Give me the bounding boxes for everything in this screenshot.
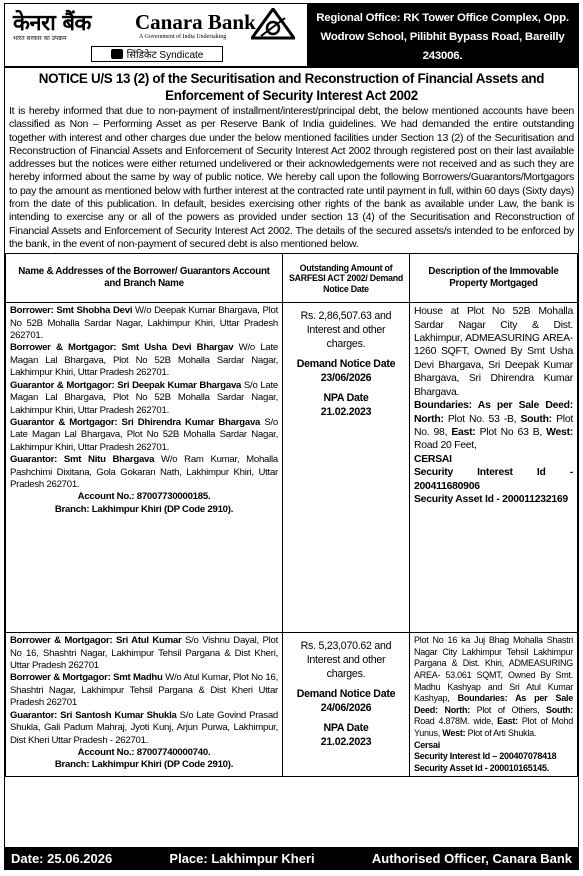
- syndicate-badge: [91, 46, 223, 62]
- party-entry: Guarantor: Smt Nitu Bhargava W/o Ram Kumar, Mohalla Pashchimi Dixitana, Gola Gokaran Nath, Lakhimpur Khiri, Uttar Pradesh 262701.: [10, 454, 278, 490]
- party-entry: Guarantor & Mortgagor: Sri Dhirendra Kumar Bhargava S/o Late Magan Lal Bhargava, Plot No 52B Mohalla Sardar Nagar, Lakhimpur Khiri, Uttar Pradesh 262701.: [10, 416, 278, 453]
- footer-officer: Authorised Officer, Canara Bank: [371, 850, 572, 866]
- syndicate-icon: [111, 49, 123, 59]
- boundaries-label: Boundaries: As per Sale Deed:: [414, 693, 573, 715]
- borrowers-cell: [6, 633, 283, 777]
- npa-date: 21.02.2023: [320, 736, 372, 749]
- syndicate-label: सिंडिकेट Syndicate: [126, 50, 204, 61]
- npa-label: NPA Date: [323, 722, 369, 735]
- property-cell: Plot No 16 ka Juj Bhag Mohalla Shastri Nagar City Lakhimpur Tehsil Lakhimpur Pargana & Dist. Khiri, ADMEASURING AREA- 53.061 SQMT, Owned By Smt. Madhu Kashyap and Sri Atul Kumar Kashyap, Boundaries: As per Sale Deed: North: Plot of Others, South: Road 4.878M. wide, East: Plot of Mohd Yunus, West: Plot of Arti Shukla. Cersai Security Interest Id – 200407078418 Security Asset Id - 200010165145.: [410, 633, 578, 777]
- party-entry: Borrower: Smt Shobha Devi W/o Deepak Kumar Bhargava, Plot No 52B Mohalla Sardar Nagar, Lakhimpur Khiri, Uttar Pradesh 262701.: [10, 305, 278, 342]
- header: [5, 4, 578, 68]
- col-header-borrowers: Name & Addresses of the Borrower/ Guarantors Account and Branch Name: [6, 254, 283, 303]
- canara-logo: [5, 4, 307, 66]
- property-cell: [410, 303, 578, 633]
- demand-notice-date: 23/06/2026: [320, 372, 372, 385]
- party-entry: Borrower & Mortgagor: Sri Atul Kumar S/o Vishnu Dayal, Plot No 16, Shashtri Nagar, Lakhimpur Tehsil Pargana & Dist Kheri, Uttar Pradesh 262701: [10, 635, 278, 672]
- security-asset-id: Security Asset Id - 200011232169: [414, 493, 568, 505]
- regional-office: Regional Office: RK Tower Office Complex, Opp. Wodrow School, Pilibhit Bypass Road, Bareilly 243006.: [307, 4, 578, 66]
- logo-tagline: A Government of India Undertaking: [139, 34, 227, 40]
- security-interest-id: Security Interest Id - 200411680906: [414, 467, 573, 492]
- party-entry: Guarantor: Sri Santosh Kumar Shukla S/o Late Govind Prasad Shukla, Gali Padum Mahraj, Jyoti Kunj, Arjun Purwa, Lakhimpur, Dist Kheri Uttar Pradesh - 262701.: [10, 709, 278, 746]
- footer: [5, 847, 578, 869]
- demand-notice-label: Demand Notice Date: [296, 358, 396, 371]
- cersai-label: Cersai: [414, 739, 441, 750]
- branch-name: Branch: Lakhimpur Khiri (DP Code 2910).: [54, 503, 234, 515]
- demand-notice-label: Demand Notice Date: [296, 688, 396, 701]
- col-header-property: Description of the Immovable Property Mortgaged: [410, 254, 578, 303]
- security-asset-id: Security Asset Id - 200010165145.: [414, 762, 550, 773]
- table-header-row: [6, 254, 578, 303]
- logo-english-text: Canara Bank: [135, 10, 256, 34]
- party-entry: Borrower & Mortgagor: Smt Madhu W/o Atul Kumar, Plot No 16, Shashtri Nagar, Lakhimpur Tehsil Pargana & Dist Kheri Uttar Pradesh 262701: [10, 672, 278, 709]
- canara-emblem-icon: [251, 8, 295, 40]
- property-description: Plot No 16 ka Juj Bhag Mohalla Shastri Nagar City Lakhimpur Tehsil Lakhimpur Pargana & Dist. Khiri, ADMEASURING AREA- 53.061 SQMT, Owned By Smt. Madhu Kashyap and Sri Atul Kumar Kashyap,: [414, 635, 573, 704]
- account-number: Account No.: 87007730000185.: [77, 491, 211, 503]
- demand-notice-date: 24/06/2026: [320, 702, 372, 715]
- notice-page: [4, 3, 579, 870]
- amount-cell: [283, 633, 410, 777]
- borrowers-cell: [6, 303, 283, 633]
- boundaries: Boundaries: As per Sale Deed: North: Plot No. 53 -B, South: Plot No. 98, East: Plot No 63 B, West: Road 20 Feet,: [414, 400, 573, 452]
- outstanding-amount: Rs. 2,86,507.63 and Interest and other charges.: [300, 310, 392, 351]
- amount-cell: [283, 303, 410, 633]
- footer-place: Place: Lakhimpur Kheri: [169, 850, 315, 866]
- footer-date: Date: 25.06.2026: [11, 850, 113, 866]
- logo-hindi-text: केनरा बैंक: [13, 11, 91, 36]
- notice-title: NOTICE U/S 13 (2) of the Securitisation and Reconstruction of Financial Assets and Enforcement of Security Interest Act 2002: [38, 71, 545, 103]
- branch-name: Branch: Lakhimpur Khiri (DP Code 2910).: [54, 759, 234, 771]
- property-description: House at Plot No 52B Mohalla Sardar Nagar City & Dist. Lakhimpur, ADMEASURING AREA- 1260 SQFT, Owned By Smt Usha Devi Bhargava, Sri Deepak Kumar Bhargava, Sri Dhirendra Kumar Bhargava.: [414, 306, 573, 398]
- col-header-amount: Outstanding Amount of SARFESI ACT 2002/ Demand Notice Date: [283, 254, 410, 303]
- npa-date: 21.02.2023: [320, 406, 372, 419]
- cersai-label: CERSAI: [414, 453, 452, 465]
- security-interest-id: Security Interest Id – 200407078418: [414, 751, 557, 762]
- party-entry: Borrower & Mortgagor: Smt Usha Devi Bhargav W/o Late Magan Lal Bhargava, Plot No 52B Mohalla Sardar Nagar, Lakhimpur Khiri, Uttar Pradesh 262701.: [10, 342, 278, 379]
- party-entry: Guarantor & Mortgagor: Sri Deepak Kumar Bhargava S/o Late Magan Lal Bhargava, Plot No 52B Mohalla Sardar Nagar, Lakhimpur Khiri, Uttar Pradesh 262701.: [10, 379, 278, 416]
- accounts-table: [5, 253, 578, 777]
- notice-body: It is hereby informed that due to non-payment of installment/interest/principal debt, the below mentioned accounts have been classified as Non – Performing Asset as per Reserve Bank of India guidelines. We had demanded the entire outstanding together with interest and other charges due under the below mentioned facilities under Section 13 (2) of the Securitisation and Reconstruction of Financial Assets and Enforcement of Security Interest Act 2002 through registered post on their last available addresses but the notices were either returned undelivered or their acknowledgements were not received and as such they are hereby informed about the same by way of public notice. We hereby call upon the following Borrowers/Guarantors/Mortgagors to pay the amount as mentioned below with further interest at the contracted rate until payment in full, within 60 days (Sixty days) from the date of this publication. In default, besides exercising other rights of the bank as available under Law, the bank is intending to exercise any or all of the powers as provided under section 13 (4) of the Securitisation and Reconstruction of Financial Assets and Enforcement of Security Interest Act 2002. The details of the secured assets/s intended to be enforced by the bank, in the event of non-payment of secured debt is also mentioned below.: [9, 105, 574, 250]
- npa-label: NPA Date: [323, 392, 369, 405]
- logo-hindi-subtext: भारत सरकार का उपक्रम: [13, 35, 67, 42]
- account-number: Account No.: 87007740000740.: [77, 746, 211, 758]
- table-row: [6, 303, 578, 633]
- table-row: [6, 633, 578, 777]
- outstanding-amount: Rs. 5,23,070.62 and Interest and other charges.: [300, 640, 392, 681]
